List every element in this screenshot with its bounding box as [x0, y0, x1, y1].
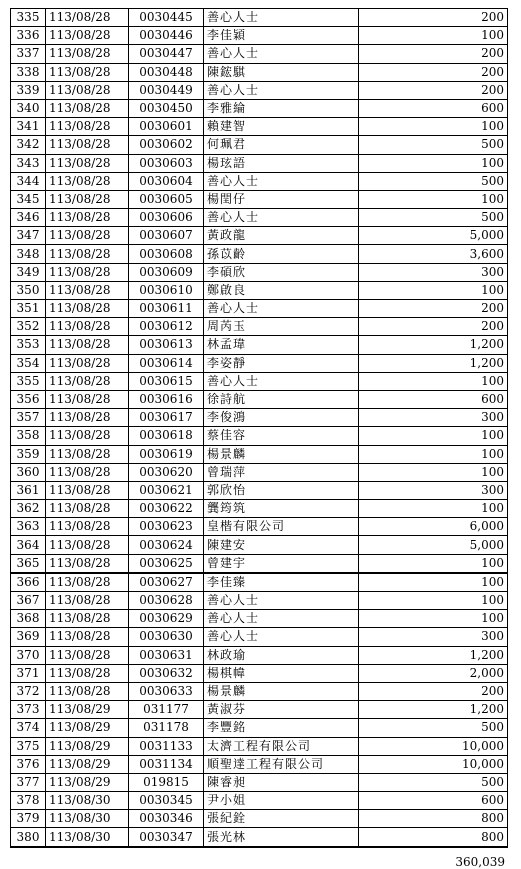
table-row [11, 81, 508, 99]
table-row [11, 45, 508, 63]
donation-date: 113/08/28 [46, 628, 129, 646]
donation-date: 113/08/28 [46, 45, 129, 63]
receipt-number: 0030610 [129, 281, 204, 299]
donor-name: 曾瑞萍 [204, 463, 359, 481]
donor-name: 李佳穎 [204, 27, 359, 45]
row-number: 335 [11, 9, 46, 27]
table-row [11, 118, 508, 136]
donation-date: 113/08/28 [46, 463, 129, 481]
donation-date: 113/08/28 [46, 536, 129, 554]
donation-date: 113/08/28 [46, 245, 129, 263]
donation-amount: 200 [359, 9, 508, 27]
donation-date: 113/08/28 [46, 664, 129, 682]
receipt-number: 0030618 [129, 427, 204, 445]
donor-name: 陳鋐騏 [204, 63, 359, 81]
donor-name: 鄭啟良 [204, 281, 359, 299]
donation-amount: 600 [359, 99, 508, 117]
receipt-number: 0030620 [129, 463, 204, 481]
table-row [11, 263, 508, 281]
donor-name: 善心人士 [204, 209, 359, 227]
donor-name: 孫苡齡 [204, 245, 359, 263]
table-row [11, 463, 508, 481]
donation-amount: 200 [359, 45, 508, 63]
table-row [11, 445, 508, 463]
table-row [11, 154, 508, 172]
receipt-number: 0030347 [129, 828, 204, 847]
donation-date: 113/08/28 [46, 27, 129, 45]
donation-amount: 100 [359, 427, 508, 445]
donor-name: 楊景麟 [204, 445, 359, 463]
donation-date: 113/08/28 [46, 318, 129, 336]
table-row [11, 573, 508, 592]
donor-name: 張紀銓 [204, 810, 359, 828]
donor-name: 善心人士 [204, 9, 359, 27]
row-number: 348 [11, 245, 46, 263]
donor-name: 皇楷有限公司 [204, 518, 359, 536]
row-number: 373 [11, 701, 46, 719]
donor-name: 林政瑜 [204, 646, 359, 664]
donation-date: 113/08/28 [46, 554, 129, 573]
donation-ledger-table [10, 8, 508, 848]
donation-amount: 500 [359, 172, 508, 190]
row-number: 355 [11, 372, 46, 390]
table-row [11, 409, 508, 427]
donation-amount: 6,000 [359, 518, 508, 536]
row-number: 368 [11, 610, 46, 628]
receipt-number: 031178 [129, 719, 204, 737]
table-row [11, 318, 508, 336]
donation-date: 113/08/28 [46, 263, 129, 281]
donor-name: 李佳臻 [204, 573, 359, 592]
donation-date: 113/08/29 [46, 719, 129, 737]
donation-date: 113/08/29 [46, 701, 129, 719]
receipt-number: 0031133 [129, 737, 204, 755]
row-number: 380 [11, 828, 46, 847]
donation-amount: 100 [359, 592, 508, 610]
table-row [11, 136, 508, 154]
donor-name: 賴建智 [204, 118, 359, 136]
donor-name: 周芮玉 [204, 318, 359, 336]
receipt-number: 0030622 [129, 500, 204, 518]
donor-name: 善心人士 [204, 300, 359, 318]
row-number: 346 [11, 209, 46, 227]
donation-amount: 100 [359, 445, 508, 463]
row-number: 347 [11, 227, 46, 245]
receipt-number: 0030606 [129, 209, 204, 227]
table-row [11, 281, 508, 299]
donation-amount: 1,200 [359, 336, 508, 354]
donor-name: 順聖達工程有限公司 [204, 755, 359, 773]
donor-name: 陳建安 [204, 536, 359, 554]
donor-name: 黃政龍 [204, 227, 359, 245]
row-number: 352 [11, 318, 46, 336]
receipt-number: 0030621 [129, 481, 204, 499]
donation-date: 113/08/28 [46, 190, 129, 208]
donor-name: 李姿靜 [204, 354, 359, 372]
receipt-number: 0030625 [129, 554, 204, 573]
table-row [11, 664, 508, 682]
row-number: 377 [11, 773, 46, 791]
donation-amount: 5,000 [359, 227, 508, 245]
table-row [11, 610, 508, 628]
receipt-number: 0030630 [129, 628, 204, 646]
row-number: 362 [11, 500, 46, 518]
donation-amount: 500 [359, 136, 508, 154]
row-number: 361 [11, 481, 46, 499]
donor-name: 徐詩航 [204, 390, 359, 408]
receipt-number: 0030623 [129, 518, 204, 536]
donor-name: 太濟工程有限公司 [204, 737, 359, 755]
receipt-number: 0030449 [129, 81, 204, 99]
donation-amount: 300 [359, 263, 508, 281]
donation-amount: 10,000 [359, 737, 508, 755]
donation-amount: 100 [359, 372, 508, 390]
donation-amount: 500 [359, 209, 508, 227]
donation-date: 113/08/30 [46, 810, 129, 828]
table-row [11, 245, 508, 263]
table-row [11, 701, 508, 719]
receipt-number: 0030632 [129, 664, 204, 682]
row-number: 379 [11, 810, 46, 828]
donation-amount: 5,000 [359, 536, 508, 554]
donor-name: 曾建宇 [204, 554, 359, 573]
donation-amount: 100 [359, 573, 508, 592]
table-row [11, 63, 508, 81]
donation-date: 113/08/28 [46, 610, 129, 628]
row-number: 337 [11, 45, 46, 63]
donation-amount: 100 [359, 118, 508, 136]
donation-date: 113/08/28 [46, 646, 129, 664]
donation-date: 113/08/28 [46, 209, 129, 227]
table-row [11, 592, 508, 610]
donation-date: 113/08/28 [46, 573, 129, 592]
row-number: 342 [11, 136, 46, 154]
donation-amount: 100 [359, 190, 508, 208]
receipt-number: 0030633 [129, 682, 204, 700]
receipt-number: 031177 [129, 701, 204, 719]
donation-date: 113/08/28 [46, 99, 129, 117]
row-number: 363 [11, 518, 46, 536]
donor-name: 林孟瑋 [204, 336, 359, 354]
table-row [11, 172, 508, 190]
donation-date: 113/08/28 [46, 154, 129, 172]
donation-amount: 300 [359, 409, 508, 427]
ledger-body [11, 9, 508, 847]
receipt-number: 0030611 [129, 300, 204, 318]
receipt-number: 0030615 [129, 372, 204, 390]
table-row [11, 810, 508, 828]
donation-date: 113/08/28 [46, 63, 129, 81]
receipt-number: 0030450 [129, 99, 204, 117]
receipt-number: 019815 [129, 773, 204, 791]
donor-name: 善心人士 [204, 610, 359, 628]
donor-name: 龔筠筑 [204, 500, 359, 518]
donor-name: 善心人士 [204, 592, 359, 610]
table-row [11, 336, 508, 354]
donation-amount: 100 [359, 154, 508, 172]
donation-date: 113/08/29 [46, 755, 129, 773]
table-row [11, 354, 508, 372]
row-number: 336 [11, 27, 46, 45]
donation-amount: 100 [359, 610, 508, 628]
donation-amount: 600 [359, 792, 508, 810]
table-row [11, 190, 508, 208]
donation-amount: 300 [359, 628, 508, 646]
receipt-number: 0030608 [129, 245, 204, 263]
donor-name: 善心人士 [204, 81, 359, 99]
receipt-number: 0030448 [129, 63, 204, 81]
donation-date: 113/08/28 [46, 500, 129, 518]
receipt-number: 0030605 [129, 190, 204, 208]
donation-amount: 2,000 [359, 664, 508, 682]
donor-name: 李雅綸 [204, 99, 359, 117]
row-number: 354 [11, 354, 46, 372]
donor-name: 楊玹語 [204, 154, 359, 172]
donation-amount: 200 [359, 318, 508, 336]
row-number: 344 [11, 172, 46, 190]
donation-date: 113/08/28 [46, 118, 129, 136]
row-number: 343 [11, 154, 46, 172]
donation-amount: 200 [359, 682, 508, 700]
donation-date: 113/08/28 [46, 481, 129, 499]
receipt-number: 0030627 [129, 573, 204, 592]
donation-date: 113/08/28 [46, 409, 129, 427]
donor-name: 善心人士 [204, 628, 359, 646]
table-row [11, 719, 508, 737]
receipt-number: 0030629 [129, 610, 204, 628]
receipt-number: 0030445 [129, 9, 204, 27]
receipt-number: 0030601 [129, 118, 204, 136]
donation-amount: 100 [359, 500, 508, 518]
donation-amount: 100 [359, 463, 508, 481]
donation-date: 113/08/28 [46, 172, 129, 190]
receipt-number: 0030628 [129, 592, 204, 610]
table-row [11, 372, 508, 390]
donation-amount: 800 [359, 810, 508, 828]
row-number: 370 [11, 646, 46, 664]
row-number: 359 [11, 445, 46, 463]
donor-name: 李豐銘 [204, 719, 359, 737]
receipt-number: 0030619 [129, 445, 204, 463]
row-number: 371 [11, 664, 46, 682]
row-number: 358 [11, 427, 46, 445]
donation-date: 113/08/28 [46, 372, 129, 390]
donation-amount: 500 [359, 719, 508, 737]
donor-name: 善心人士 [204, 45, 359, 63]
donation-amount: 200 [359, 63, 508, 81]
donor-name: 楊棋幃 [204, 664, 359, 682]
row-number: 369 [11, 628, 46, 646]
receipt-number: 0030346 [129, 810, 204, 828]
donor-name: 蔡佳容 [204, 427, 359, 445]
row-number: 365 [11, 554, 46, 573]
row-number: 345 [11, 190, 46, 208]
receipt-number: 0030607 [129, 227, 204, 245]
donation-date: 113/08/28 [46, 518, 129, 536]
row-number: 374 [11, 719, 46, 737]
table-row [11, 646, 508, 664]
table-row [11, 209, 508, 227]
row-number: 340 [11, 99, 46, 117]
table-row [11, 9, 508, 27]
table-row [11, 737, 508, 755]
table-row [11, 628, 508, 646]
receipt-number: 0030602 [129, 136, 204, 154]
table-row [11, 828, 508, 847]
donation-date: 113/08/28 [46, 336, 129, 354]
donation-amount: 100 [359, 554, 508, 573]
donation-amount: 200 [359, 300, 508, 318]
donation-date: 113/08/28 [46, 9, 129, 27]
table-row [11, 773, 508, 791]
donor-name: 楊景麟 [204, 682, 359, 700]
receipt-number: 0030612 [129, 318, 204, 336]
receipt-number: 0030345 [129, 792, 204, 810]
donation-date: 113/08/30 [46, 792, 129, 810]
table-row [11, 792, 508, 810]
receipt-number: 0030447 [129, 45, 204, 63]
table-row [11, 500, 508, 518]
row-number: 360 [11, 463, 46, 481]
donor-name: 張光林 [204, 828, 359, 847]
table-row [11, 390, 508, 408]
donation-amount: 1,200 [359, 354, 508, 372]
row-number: 353 [11, 336, 46, 354]
table-row [11, 99, 508, 117]
donation-date: 113/08/28 [46, 592, 129, 610]
receipt-number: 0030446 [129, 27, 204, 45]
donor-name: 郭欣怡 [204, 481, 359, 499]
donation-amount: 3,600 [359, 245, 508, 263]
donation-amount: 100 [359, 281, 508, 299]
receipt-number: 0030614 [129, 354, 204, 372]
table-row [11, 300, 508, 318]
receipt-number: 0030604 [129, 172, 204, 190]
table-row [11, 481, 508, 499]
donation-date: 113/08/28 [46, 354, 129, 372]
row-number: 364 [11, 536, 46, 554]
table-row [11, 27, 508, 45]
donor-name: 楊閏仔 [204, 190, 359, 208]
donor-name: 陳睿昶 [204, 773, 359, 791]
table-row [11, 518, 508, 536]
donation-amount: 1,200 [359, 701, 508, 719]
donation-date: 113/08/29 [46, 737, 129, 755]
donation-amount: 500 [359, 773, 508, 791]
donor-name: 善心人士 [204, 372, 359, 390]
donor-name: 善心人士 [204, 172, 359, 190]
grand-total: 360,039 [455, 855, 505, 869]
table-row [11, 227, 508, 245]
row-number: 357 [11, 409, 46, 427]
receipt-number: 0030613 [129, 336, 204, 354]
table-row [11, 427, 508, 445]
donation-date: 113/08/29 [46, 773, 129, 791]
receipt-number: 0030631 [129, 646, 204, 664]
row-number: 349 [11, 263, 46, 281]
donation-date: 113/08/30 [46, 828, 129, 847]
table-row [11, 682, 508, 700]
donor-name: 李俊鴻 [204, 409, 359, 427]
donor-name: 何珮君 [204, 136, 359, 154]
donation-amount: 800 [359, 828, 508, 847]
row-number: 338 [11, 63, 46, 81]
donation-amount: 300 [359, 481, 508, 499]
donation-date: 113/08/28 [46, 427, 129, 445]
row-number: 378 [11, 792, 46, 810]
table-row [11, 536, 508, 554]
donation-date: 113/08/28 [46, 300, 129, 318]
row-number: 339 [11, 81, 46, 99]
donation-date: 113/08/28 [46, 390, 129, 408]
donation-amount: 1,200 [359, 646, 508, 664]
row-number: 372 [11, 682, 46, 700]
donation-date: 113/08/28 [46, 445, 129, 463]
donation-date: 113/08/28 [46, 136, 129, 154]
row-number: 376 [11, 755, 46, 773]
donation-date: 113/08/28 [46, 682, 129, 700]
donor-name: 尹小姐 [204, 792, 359, 810]
row-number: 356 [11, 390, 46, 408]
receipt-number: 0030616 [129, 390, 204, 408]
donation-amount: 600 [359, 390, 508, 408]
table-row [11, 755, 508, 773]
table-row [11, 554, 508, 573]
row-number: 366 [11, 573, 46, 592]
donation-date: 113/08/28 [46, 281, 129, 299]
row-number: 350 [11, 281, 46, 299]
donation-amount: 200 [359, 81, 508, 99]
receipt-number: 0030603 [129, 154, 204, 172]
donation-date: 113/08/28 [46, 81, 129, 99]
donation-amount: 100 [359, 27, 508, 45]
row-number: 375 [11, 737, 46, 755]
receipt-number: 0030624 [129, 536, 204, 554]
receipt-number: 0031134 [129, 755, 204, 773]
row-number: 341 [11, 118, 46, 136]
donation-amount: 10,000 [359, 755, 508, 773]
donation-date: 113/08/28 [46, 227, 129, 245]
donor-name: 黃淑芬 [204, 701, 359, 719]
row-number: 351 [11, 300, 46, 318]
donor-name: 李碩欣 [204, 263, 359, 281]
receipt-number: 0030617 [129, 409, 204, 427]
receipt-number: 0030609 [129, 263, 204, 281]
row-number: 367 [11, 592, 46, 610]
